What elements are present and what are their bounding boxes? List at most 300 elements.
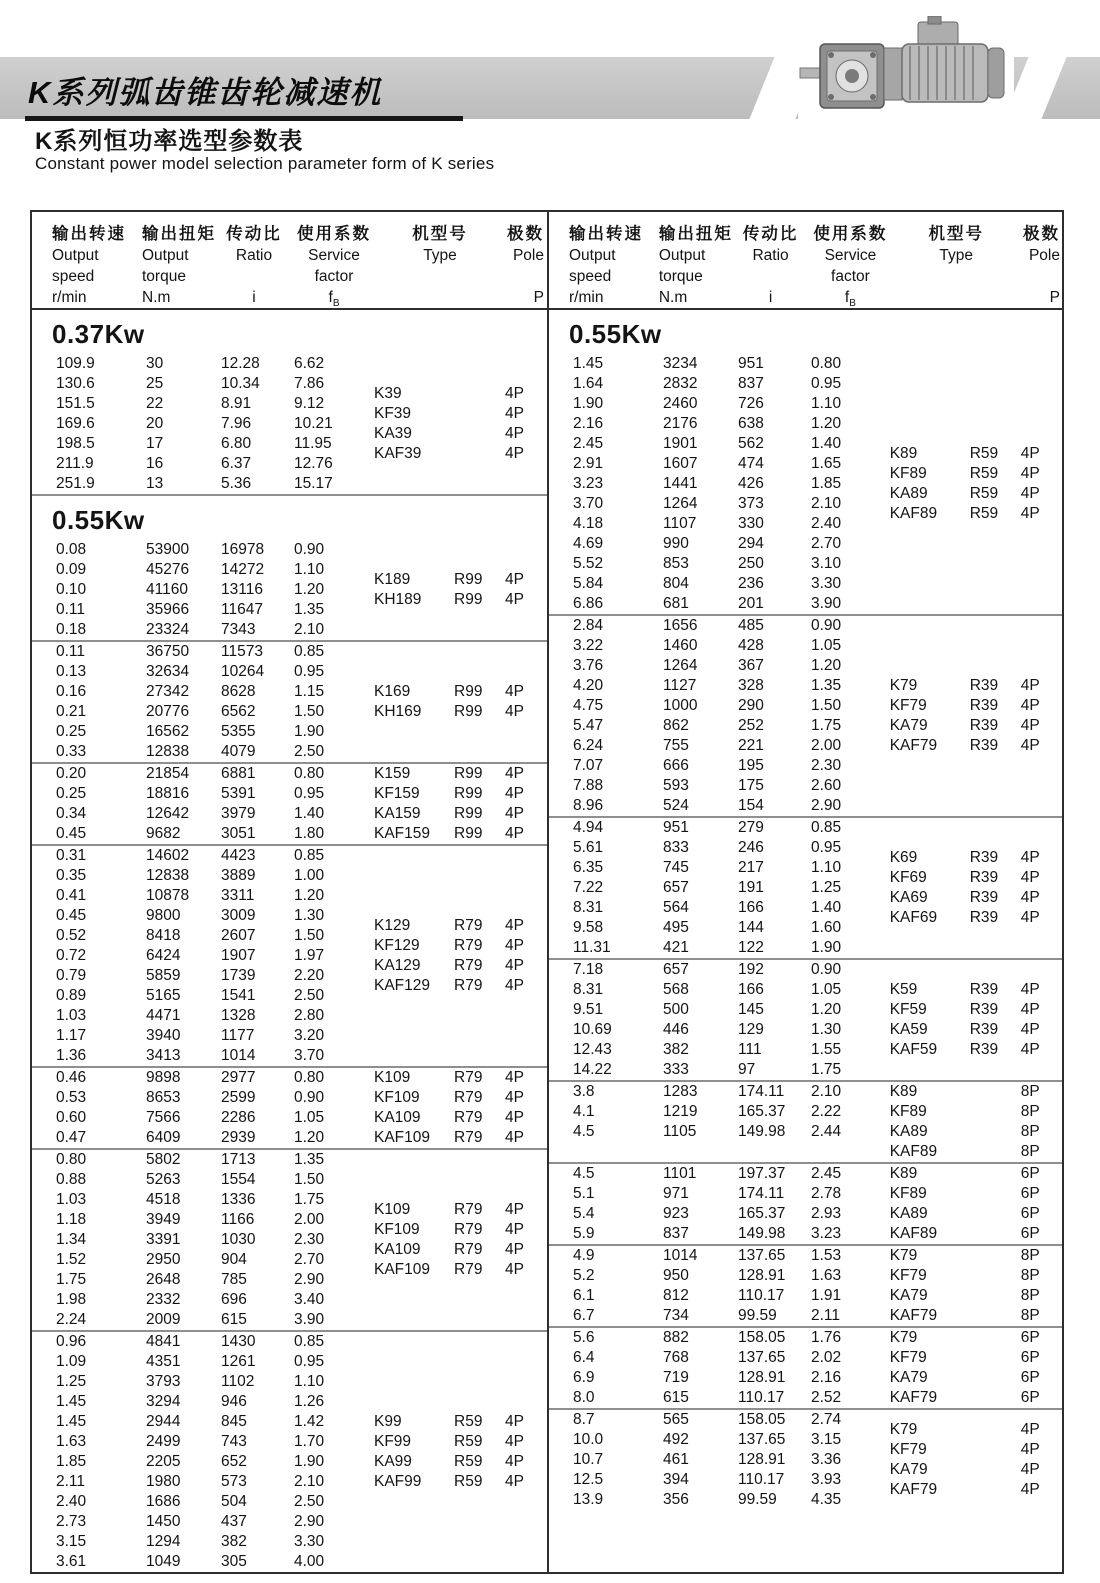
type-suffix bbox=[970, 1460, 1021, 1480]
type-model: KH169 bbox=[374, 703, 422, 720]
pole-cell: 4P bbox=[1020, 1041, 1040, 1058]
type-row bbox=[890, 1306, 1062, 1326]
ratio-cell: 10264 bbox=[221, 663, 265, 680]
factor-cell: 12.76 bbox=[294, 455, 333, 472]
data-block bbox=[549, 616, 1062, 816]
ratio-cell: 166 bbox=[738, 899, 764, 916]
factor-cell: 9.12 bbox=[294, 395, 325, 412]
torque-cell: 719 bbox=[663, 1369, 689, 1386]
speed-cell: 6.4 bbox=[573, 1349, 595, 1366]
type-row bbox=[890, 716, 1062, 736]
type-suffix bbox=[970, 1368, 1021, 1388]
factor-cell: 1.91 bbox=[811, 1287, 842, 1304]
type-row bbox=[890, 908, 1062, 928]
data-block bbox=[32, 354, 547, 494]
ratio-cell: 382 bbox=[221, 1533, 247, 1550]
pole-cell: 4P bbox=[1020, 1441, 1040, 1458]
type-suffix: R39 bbox=[969, 1041, 999, 1058]
type-model: KAF89 bbox=[889, 505, 938, 522]
type-row bbox=[374, 916, 547, 936]
factor-cell: 3.93 bbox=[811, 1471, 842, 1488]
pole-cell: 4P bbox=[505, 1221, 524, 1238]
header-line: 传动比 bbox=[226, 225, 282, 243]
pole-cell: 4P bbox=[1020, 1461, 1040, 1478]
ratio-cell: 128.91 bbox=[738, 1267, 786, 1284]
data-row bbox=[573, 1266, 890, 1286]
types-area bbox=[374, 642, 547, 762]
type-row bbox=[890, 1102, 1062, 1122]
pole-cell: 4P bbox=[505, 425, 524, 442]
ratio-cell: 2286 bbox=[221, 1109, 256, 1126]
data-row bbox=[56, 702, 374, 722]
data-row bbox=[56, 1372, 374, 1392]
torque-cell: 2176 bbox=[663, 415, 698, 432]
ratio-cell: 11573 bbox=[221, 643, 263, 660]
pole-cell: 4P bbox=[505, 1433, 524, 1450]
type-row bbox=[374, 784, 547, 804]
torque-cell: 593 bbox=[663, 777, 689, 794]
type-row bbox=[890, 504, 1062, 524]
torque-cell: 833 bbox=[663, 839, 689, 856]
data-block bbox=[32, 1068, 547, 1148]
factor-cell: 1.15 bbox=[294, 683, 325, 700]
torque-cell: 657 bbox=[663, 879, 689, 896]
data-row bbox=[573, 938, 890, 958]
power-label: 0.55Kw bbox=[569, 319, 662, 349]
data-row bbox=[573, 960, 890, 980]
speed-cell: 2.11 bbox=[56, 1473, 86, 1490]
factor-cell: 1.05 bbox=[811, 981, 842, 998]
data-row bbox=[573, 1224, 890, 1244]
pole-cell: 4P bbox=[1020, 465, 1040, 482]
speed-cell: 5.61 bbox=[573, 839, 604, 856]
type-row bbox=[890, 1204, 1062, 1224]
ratio-cell: 191 bbox=[738, 879, 764, 896]
torque-cell: 2460 bbox=[663, 395, 698, 412]
factor-cell: 2.74 bbox=[811, 1411, 842, 1428]
torque-cell: 2009 bbox=[146, 1311, 181, 1328]
types-area bbox=[374, 846, 547, 1066]
header-line bbox=[380, 287, 500, 308]
data-row bbox=[573, 1204, 890, 1224]
header-col-4 bbox=[896, 224, 1016, 308]
ratio-cell: 3311 bbox=[221, 887, 255, 904]
factor-cell: 2.10 bbox=[811, 495, 842, 512]
type-row bbox=[890, 1000, 1062, 1020]
header-line: factor bbox=[831, 268, 870, 285]
parameter-table bbox=[30, 210, 1064, 1574]
torque-cell: 951 bbox=[663, 819, 689, 836]
speed-cell: 8.31 bbox=[573, 981, 604, 998]
data-row bbox=[56, 1026, 374, 1046]
type-suffix: R39 bbox=[969, 697, 999, 714]
ratio-cell: 166 bbox=[738, 981, 764, 998]
type-model: K89 bbox=[889, 445, 918, 462]
factor-cell: 1.90 bbox=[294, 1453, 325, 1470]
torque-cell: 1127 bbox=[663, 677, 697, 694]
data-row bbox=[573, 1430, 890, 1450]
factor-cell: 2.90 bbox=[811, 797, 842, 814]
type-suffix bbox=[454, 384, 505, 404]
factor-cell: 1.26 bbox=[294, 1393, 325, 1410]
type-row bbox=[890, 1142, 1062, 1162]
pole-cell: 4P bbox=[505, 683, 524, 700]
data-row bbox=[56, 474, 374, 494]
numbers-area bbox=[32, 642, 374, 762]
speed-cell: 4.75 bbox=[573, 697, 604, 714]
data-row bbox=[56, 804, 374, 824]
type-suffix bbox=[970, 1102, 1021, 1122]
type-row bbox=[374, 1452, 547, 1472]
factor-cell: 3.40 bbox=[294, 1291, 325, 1308]
type-model: KAF89 bbox=[889, 1225, 938, 1242]
factor-cell: 3.10 bbox=[811, 555, 842, 572]
ratio-cell: 5.36 bbox=[221, 475, 252, 492]
ratio-cell: 111 bbox=[738, 1041, 762, 1058]
data-row bbox=[56, 600, 374, 620]
data-row bbox=[56, 1332, 374, 1352]
type-suffix bbox=[970, 1184, 1021, 1204]
torque-cell: 3294 bbox=[146, 1393, 181, 1410]
torque-cell: 882 bbox=[663, 1329, 689, 1346]
speed-cell: 9.58 bbox=[573, 919, 604, 936]
pole-cell: 4P bbox=[505, 1109, 524, 1126]
torque-cell: 681 bbox=[663, 595, 689, 612]
banner-title: K系列弧齿锥齿轮减速机 bbox=[28, 75, 383, 110]
speed-cell: 7.88 bbox=[573, 777, 604, 794]
speed-cell: 1.64 bbox=[573, 375, 604, 392]
data-row bbox=[573, 1246, 890, 1266]
type-model: K79 bbox=[889, 1421, 918, 1438]
type-model: KF79 bbox=[889, 1349, 927, 1366]
header-line: 极数 bbox=[1022, 225, 1060, 243]
torque-cell: 5859 bbox=[146, 967, 181, 984]
type-row bbox=[890, 1328, 1062, 1348]
numbers-area bbox=[549, 960, 890, 1080]
factor-cell: 1.30 bbox=[294, 907, 325, 924]
type-row bbox=[374, 444, 547, 464]
ratio-cell: 573 bbox=[221, 1473, 247, 1490]
header-line bbox=[896, 287, 1016, 308]
factor-cell: 15.17 bbox=[294, 475, 333, 492]
numbers-area bbox=[32, 1150, 374, 1330]
speed-cell: 4.5 bbox=[573, 1123, 595, 1140]
data-block bbox=[549, 1082, 1062, 1162]
factor-cell: 1.76 bbox=[811, 1329, 842, 1346]
pole-cell: 4P bbox=[505, 1201, 524, 1218]
ratio-cell: 5355 bbox=[221, 723, 256, 740]
type-model: KAF89 bbox=[889, 1143, 938, 1160]
torque-cell: 41160 bbox=[146, 581, 188, 598]
torque-cell: 1283 bbox=[663, 1083, 698, 1100]
torque-cell: 32634 bbox=[146, 663, 190, 680]
speed-cell: 5.9 bbox=[573, 1225, 595, 1242]
pole-cell: 4P bbox=[505, 785, 524, 802]
ratio-cell: 217 bbox=[738, 859, 764, 876]
speed-cell: 0.96 bbox=[56, 1333, 87, 1350]
type-row bbox=[890, 1184, 1062, 1204]
ratio-cell: 279 bbox=[738, 819, 764, 836]
type-row bbox=[374, 590, 547, 610]
pole-cell: 4P bbox=[505, 571, 524, 588]
type-suffix: R99 bbox=[454, 703, 483, 720]
ratio-cell: 904 bbox=[221, 1251, 247, 1268]
type-model: KA69 bbox=[889, 889, 928, 906]
type-row bbox=[374, 702, 547, 722]
factor-cell: 1.35 bbox=[811, 677, 842, 694]
type-row bbox=[890, 1020, 1062, 1040]
ratio-cell: 504 bbox=[221, 1493, 247, 1510]
factor-cell: 1.20 bbox=[294, 1129, 325, 1146]
type-suffix: R39 bbox=[969, 849, 999, 866]
pole-cell: 6P bbox=[1020, 1185, 1040, 1202]
speed-cell: 2.24 bbox=[56, 1311, 87, 1328]
type-suffix bbox=[970, 1142, 1021, 1162]
torque-cell: 461 bbox=[663, 1451, 689, 1468]
type-model: KF129 bbox=[374, 937, 420, 954]
ratio-cell: 1030 bbox=[221, 1231, 256, 1248]
factor-cell: 0.90 bbox=[294, 1089, 325, 1106]
speed-cell: 10.0 bbox=[573, 1431, 604, 1448]
ratio-cell: 845 bbox=[221, 1413, 247, 1430]
ratio-cell: 4079 bbox=[221, 743, 256, 760]
torque-cell: 356 bbox=[663, 1491, 689, 1508]
type-suffix: R99 bbox=[454, 825, 483, 842]
factor-cell: 1.25 bbox=[811, 879, 842, 896]
factor-cell: 2.00 bbox=[811, 737, 842, 754]
type-suffix bbox=[970, 1164, 1021, 1184]
speed-cell: 6.9 bbox=[573, 1369, 595, 1386]
speed-cell: 5.2 bbox=[573, 1267, 595, 1284]
torque-cell: 990 bbox=[663, 535, 689, 552]
torque-cell: 804 bbox=[663, 575, 689, 592]
type-model: KAF79 bbox=[889, 1389, 938, 1406]
speed-cell: 6.7 bbox=[573, 1307, 595, 1324]
ratio-cell: 652 bbox=[221, 1453, 247, 1470]
ratio-cell: 10.34 bbox=[221, 375, 260, 392]
torque-cell: 3793 bbox=[146, 1373, 181, 1390]
torque-cell: 6424 bbox=[146, 947, 181, 964]
factor-cell: 3.30 bbox=[811, 575, 842, 592]
type-suffix bbox=[970, 1348, 1021, 1368]
ratio-cell: 137.65 bbox=[738, 1247, 786, 1264]
type-suffix: R79 bbox=[454, 977, 483, 994]
torque-cell: 1264 bbox=[663, 495, 698, 512]
factor-cell: 1.10 bbox=[294, 1373, 325, 1390]
data-row bbox=[573, 594, 890, 614]
speed-cell: 12.43 bbox=[573, 1041, 612, 1058]
ratio-cell: 129 bbox=[738, 1021, 764, 1038]
factor-cell: 1.05 bbox=[811, 637, 842, 654]
data-row bbox=[573, 1122, 890, 1142]
speed-cell: 0.25 bbox=[56, 723, 87, 740]
factor-cell: 1.70 bbox=[294, 1433, 325, 1450]
speed-cell: 10.7 bbox=[573, 1451, 604, 1468]
types-area bbox=[374, 540, 547, 640]
torque-cell: 666 bbox=[663, 757, 689, 774]
factor-cell: 2.50 bbox=[294, 743, 325, 760]
data-row bbox=[573, 796, 890, 816]
ratio-cell: 158.05 bbox=[738, 1329, 786, 1346]
header-line: 输出扭矩 bbox=[142, 225, 216, 243]
data-row bbox=[56, 1190, 374, 1210]
type-row bbox=[374, 1432, 547, 1452]
ratio-cell: 2939 bbox=[221, 1129, 256, 1146]
ratio-cell: 250 bbox=[738, 555, 764, 572]
data-row bbox=[56, 1046, 374, 1066]
pole-cell: 4P bbox=[1020, 445, 1040, 462]
numbers-area bbox=[32, 354, 374, 494]
ratio-cell: 97 bbox=[738, 1061, 756, 1078]
type-suffix: R59 bbox=[454, 1453, 483, 1470]
numbers-area bbox=[32, 846, 374, 1066]
factor-cell: 1.05 bbox=[294, 1109, 325, 1126]
data-row bbox=[573, 756, 890, 776]
type-model: KA109 bbox=[374, 1109, 421, 1126]
data-row bbox=[573, 1082, 890, 1102]
type-model: KAF129 bbox=[374, 977, 431, 994]
torque-cell: 18816 bbox=[146, 785, 190, 802]
factor-cell: 1.30 bbox=[811, 1021, 842, 1038]
factor-cell: 2.45 bbox=[811, 1165, 842, 1182]
speed-cell: 4.69 bbox=[573, 535, 604, 552]
speed-cell: 0.25 bbox=[56, 785, 87, 802]
type-model: KF89 bbox=[889, 1185, 927, 1202]
factor-cell: 0.95 bbox=[294, 785, 325, 802]
data-row bbox=[56, 1492, 374, 1512]
type-row bbox=[374, 384, 547, 404]
torque-cell: 25 bbox=[146, 375, 164, 392]
ratio-cell: 615 bbox=[221, 1311, 247, 1328]
ratio-cell: 328 bbox=[738, 677, 764, 694]
torque-cell: 36750 bbox=[146, 643, 190, 660]
ratio-cell: 149.98 bbox=[738, 1123, 786, 1140]
type-model: KF89 bbox=[889, 465, 927, 482]
pole-cell: 4P bbox=[505, 1261, 524, 1278]
torque-cell: 9682 bbox=[146, 825, 181, 842]
factor-cell: 0.80 bbox=[811, 355, 842, 372]
data-row bbox=[573, 1060, 890, 1080]
factor-cell: 2.50 bbox=[294, 1493, 325, 1510]
torque-cell: 20776 bbox=[146, 703, 190, 720]
data-row bbox=[56, 374, 374, 394]
ratio-cell: 252 bbox=[738, 717, 764, 734]
pole-cell: 4P bbox=[1020, 1481, 1040, 1498]
speed-cell: 3.15 bbox=[56, 1533, 87, 1550]
type-suffix bbox=[970, 1480, 1021, 1500]
type-model: KA109 bbox=[374, 1241, 421, 1258]
data-row bbox=[56, 434, 374, 454]
torque-cell: 23324 bbox=[146, 621, 190, 638]
type-model: K109 bbox=[374, 1069, 411, 1086]
factor-cell: 2.70 bbox=[811, 535, 842, 552]
type-row bbox=[374, 404, 547, 424]
torque-cell: 755 bbox=[663, 737, 689, 754]
speed-cell: 0.80 bbox=[56, 1151, 87, 1168]
torque-cell: 8653 bbox=[146, 1089, 181, 1106]
ratio-cell: 8628 bbox=[221, 683, 256, 700]
data-row bbox=[56, 1150, 374, 1170]
pole-cell: 4P bbox=[1020, 1021, 1040, 1038]
data-row bbox=[56, 354, 374, 374]
speed-cell: 8.96 bbox=[573, 797, 604, 814]
ratio-cell: 2607 bbox=[221, 927, 256, 944]
pole-cell: 4P bbox=[505, 1089, 524, 1106]
pole-cell: 4P bbox=[505, 703, 524, 720]
type-suffix: R39 bbox=[969, 737, 999, 754]
torque-cell: 745 bbox=[663, 859, 689, 876]
data-row bbox=[573, 1102, 890, 1122]
factor-cell: 3.70 bbox=[294, 1047, 325, 1064]
type-model: KAF79 bbox=[889, 1481, 938, 1498]
speed-cell: 3.70 bbox=[573, 495, 604, 512]
data-row bbox=[56, 1552, 374, 1572]
service-factor-unit: f bbox=[844, 289, 850, 306]
ratio-cell: 485 bbox=[738, 617, 764, 634]
header-line: Pole bbox=[512, 247, 544, 264]
factor-cell: 10.21 bbox=[294, 415, 333, 432]
speed-cell: 7.22 bbox=[573, 879, 604, 896]
type-suffix bbox=[454, 404, 505, 424]
torque-cell: 568 bbox=[663, 981, 689, 998]
torque-cell: 615 bbox=[663, 1389, 689, 1406]
speed-cell: 109.9 bbox=[56, 355, 95, 372]
factor-cell: 1.85 bbox=[811, 475, 842, 492]
type-suffix: R99 bbox=[454, 805, 483, 822]
torque-cell: 17 bbox=[146, 435, 164, 452]
data-row bbox=[56, 1290, 374, 1310]
data-row bbox=[56, 620, 374, 640]
type-row bbox=[374, 1088, 547, 1108]
type-model: K159 bbox=[374, 765, 411, 782]
type-model: KA129 bbox=[374, 957, 421, 974]
pole-cell: 4P bbox=[505, 1453, 524, 1470]
speed-cell: 1.25 bbox=[56, 1373, 87, 1390]
header-line: 输出扭矩 bbox=[658, 225, 733, 243]
ratio-cell: 373 bbox=[738, 495, 764, 512]
data-row bbox=[573, 716, 890, 736]
torque-cell: 1000 bbox=[663, 697, 698, 714]
type-model: KA89 bbox=[889, 1205, 928, 1222]
pole-cell: 4P bbox=[505, 825, 524, 842]
speed-cell: 2.45 bbox=[573, 435, 604, 452]
type-model: KH189 bbox=[374, 591, 422, 608]
pole-cell: 4P bbox=[1020, 697, 1040, 714]
data-row bbox=[573, 918, 890, 938]
factor-cell: 11.95 bbox=[294, 435, 332, 452]
factor-cell: 2.11 bbox=[811, 1307, 841, 1324]
factor-cell: 1.65 bbox=[811, 455, 842, 472]
type-model: K109 bbox=[374, 1201, 411, 1218]
ratio-cell: 474 bbox=[738, 455, 764, 472]
speed-cell: 130.6 bbox=[56, 375, 95, 392]
type-model: KF69 bbox=[889, 869, 927, 886]
speed-cell: 3.61 bbox=[56, 1553, 87, 1570]
type-suffix bbox=[970, 1440, 1021, 1460]
speed-cell: 0.16 bbox=[56, 683, 87, 700]
speed-cell: 0.41 bbox=[56, 887, 87, 904]
type-model: KF79 bbox=[889, 1267, 927, 1284]
speed-cell: 1.90 bbox=[573, 395, 604, 412]
ratio-cell: 16978 bbox=[221, 541, 265, 558]
pole-cell: 4P bbox=[1020, 909, 1040, 926]
torque-cell: 500 bbox=[663, 1001, 689, 1018]
type-model: KA59 bbox=[889, 1021, 928, 1038]
type-row bbox=[374, 682, 547, 702]
torque-cell: 20 bbox=[146, 415, 164, 432]
type-model: KF39 bbox=[374, 405, 412, 422]
data-row bbox=[56, 1310, 374, 1330]
